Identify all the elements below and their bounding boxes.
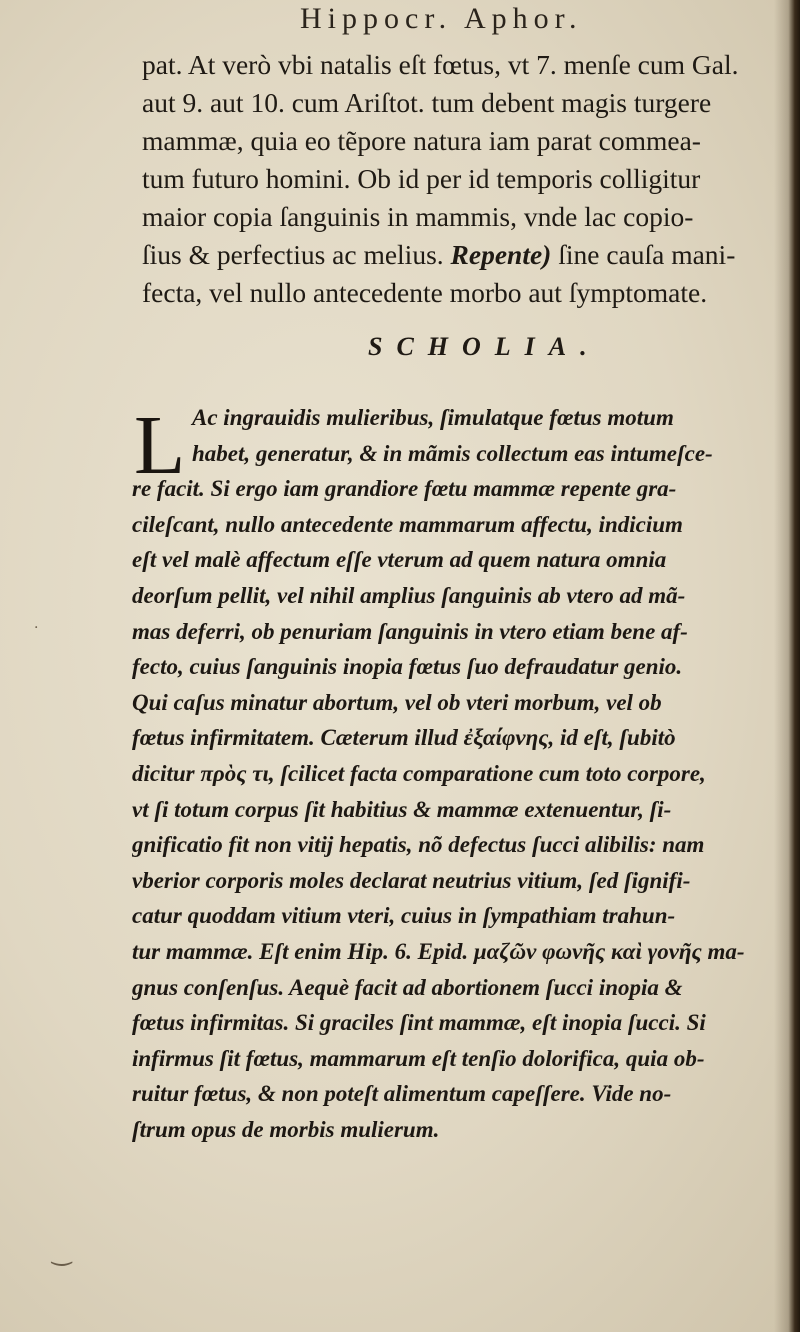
text-line: gnificatio fit non vitij hepatis, nõ defectus ſucci alibilis: nam: [132, 832, 705, 858]
text-line: mammæ, quia eo tẽpore natura iam parat commea-: [142, 125, 701, 156]
text-line: vt ſi totum corpus ſit habitius & mammæ extenuentur, ſi-: [132, 796, 672, 822]
commentary-text: [142, 46, 738, 312]
text-line: [142, 236, 738, 274]
text-line: catur quoddam vitium vteri, cuius in ſympathiam trahun-: [132, 903, 676, 929]
text-line: tum futuro homini. Ob id per id temporis colligitur: [142, 163, 701, 194]
text-line: eſt vel malè affectum eſſe vterum ad quem natura omnia: [132, 547, 667, 573]
text-segment: ſius & perfectius ac melius.: [142, 239, 444, 270]
text-line: gnus conſenſus. Aequè facit ad abortionem ſucci inopia &: [132, 974, 683, 1000]
text-line: fœtus infirmitas. Si graciles ſint mammæ, eſt inopia ſucci. Si: [132, 1010, 706, 1036]
text-line: vberior corporis moles declarat neutrius vitium, ſed ſignifi-: [132, 867, 691, 893]
text-line: fecto, cuius ſanguinis inopia fœtus ſuo defraudatur genio.: [132, 654, 683, 680]
running-header: Hippocr. Aphor.: [300, 2, 583, 35]
text-line: ſtrum opus de morbis mulierum.: [132, 1116, 440, 1142]
text-line: maior copia ſanguinis in mammis, vnde lac copio-: [142, 201, 694, 232]
text-line: Ac ingrauidis mulieribus, ſimulatque fœtus motum: [192, 405, 674, 430]
text-line: Qui caſus minatur abortum, vel ob vteri morbum, vel ob: [132, 689, 662, 715]
scholia-text: [132, 400, 787, 1147]
margin-mark: ·: [34, 620, 39, 636]
lemma-word: Repente): [450, 239, 552, 270]
text-line: habet, generatur, & in mãmis collectum eas intumeſce-: [192, 440, 713, 466]
text-line: dicitur πρὸς τι, ſcilicet facta comparatione cum toto corpore,: [132, 760, 706, 786]
drop-cap: L: [134, 399, 186, 492]
text-line: ruitur fœtus, & non poteſt alimentum capeſſere. Vide no-: [132, 1081, 672, 1107]
text-line: pat. At verò vbi natalis eſt fœtus, vt 7. menſe cum Gal.: [142, 49, 739, 80]
text-line: mas deferri, ob penuriam ſanguinis in vtero etiam bene af-: [132, 618, 688, 644]
section-heading: SCHOLIA.: [368, 332, 601, 361]
text-line: infirmus ſit fœtus, mammarum eſt tenſio dolorifica, quia ob-: [132, 1045, 705, 1071]
text-line: re facit. Si ergo iam grandiore fœtu mammæ repente gra-: [132, 476, 677, 502]
margin-mark: ‿: [52, 1238, 72, 1266]
text-line: cileſcant, nullo antecedente mammarum affectu, indicium: [132, 511, 683, 537]
text-line: fœtus infirmitatem. Cæterum illud ἐξαίφνης, id eſt, ſubitò: [132, 725, 676, 751]
text-line: deorſum pellit, vel nihil amplius ſanguinis ab vtero ad mã-: [132, 582, 686, 608]
text-segment: ſine cauſa mani-: [551, 239, 736, 270]
text-line: aut 9. aut 10. cum Ariſtot. tum debent magis turgere: [142, 87, 712, 118]
text-line: tur mammæ. Eſt enim Hip. 6. Epid. μαζῶν φωνῆς καὶ γονῆς ma-: [132, 938, 745, 964]
text-line: fecta, vel nullo antecedente morbo aut ſymptomate.: [142, 277, 708, 308]
